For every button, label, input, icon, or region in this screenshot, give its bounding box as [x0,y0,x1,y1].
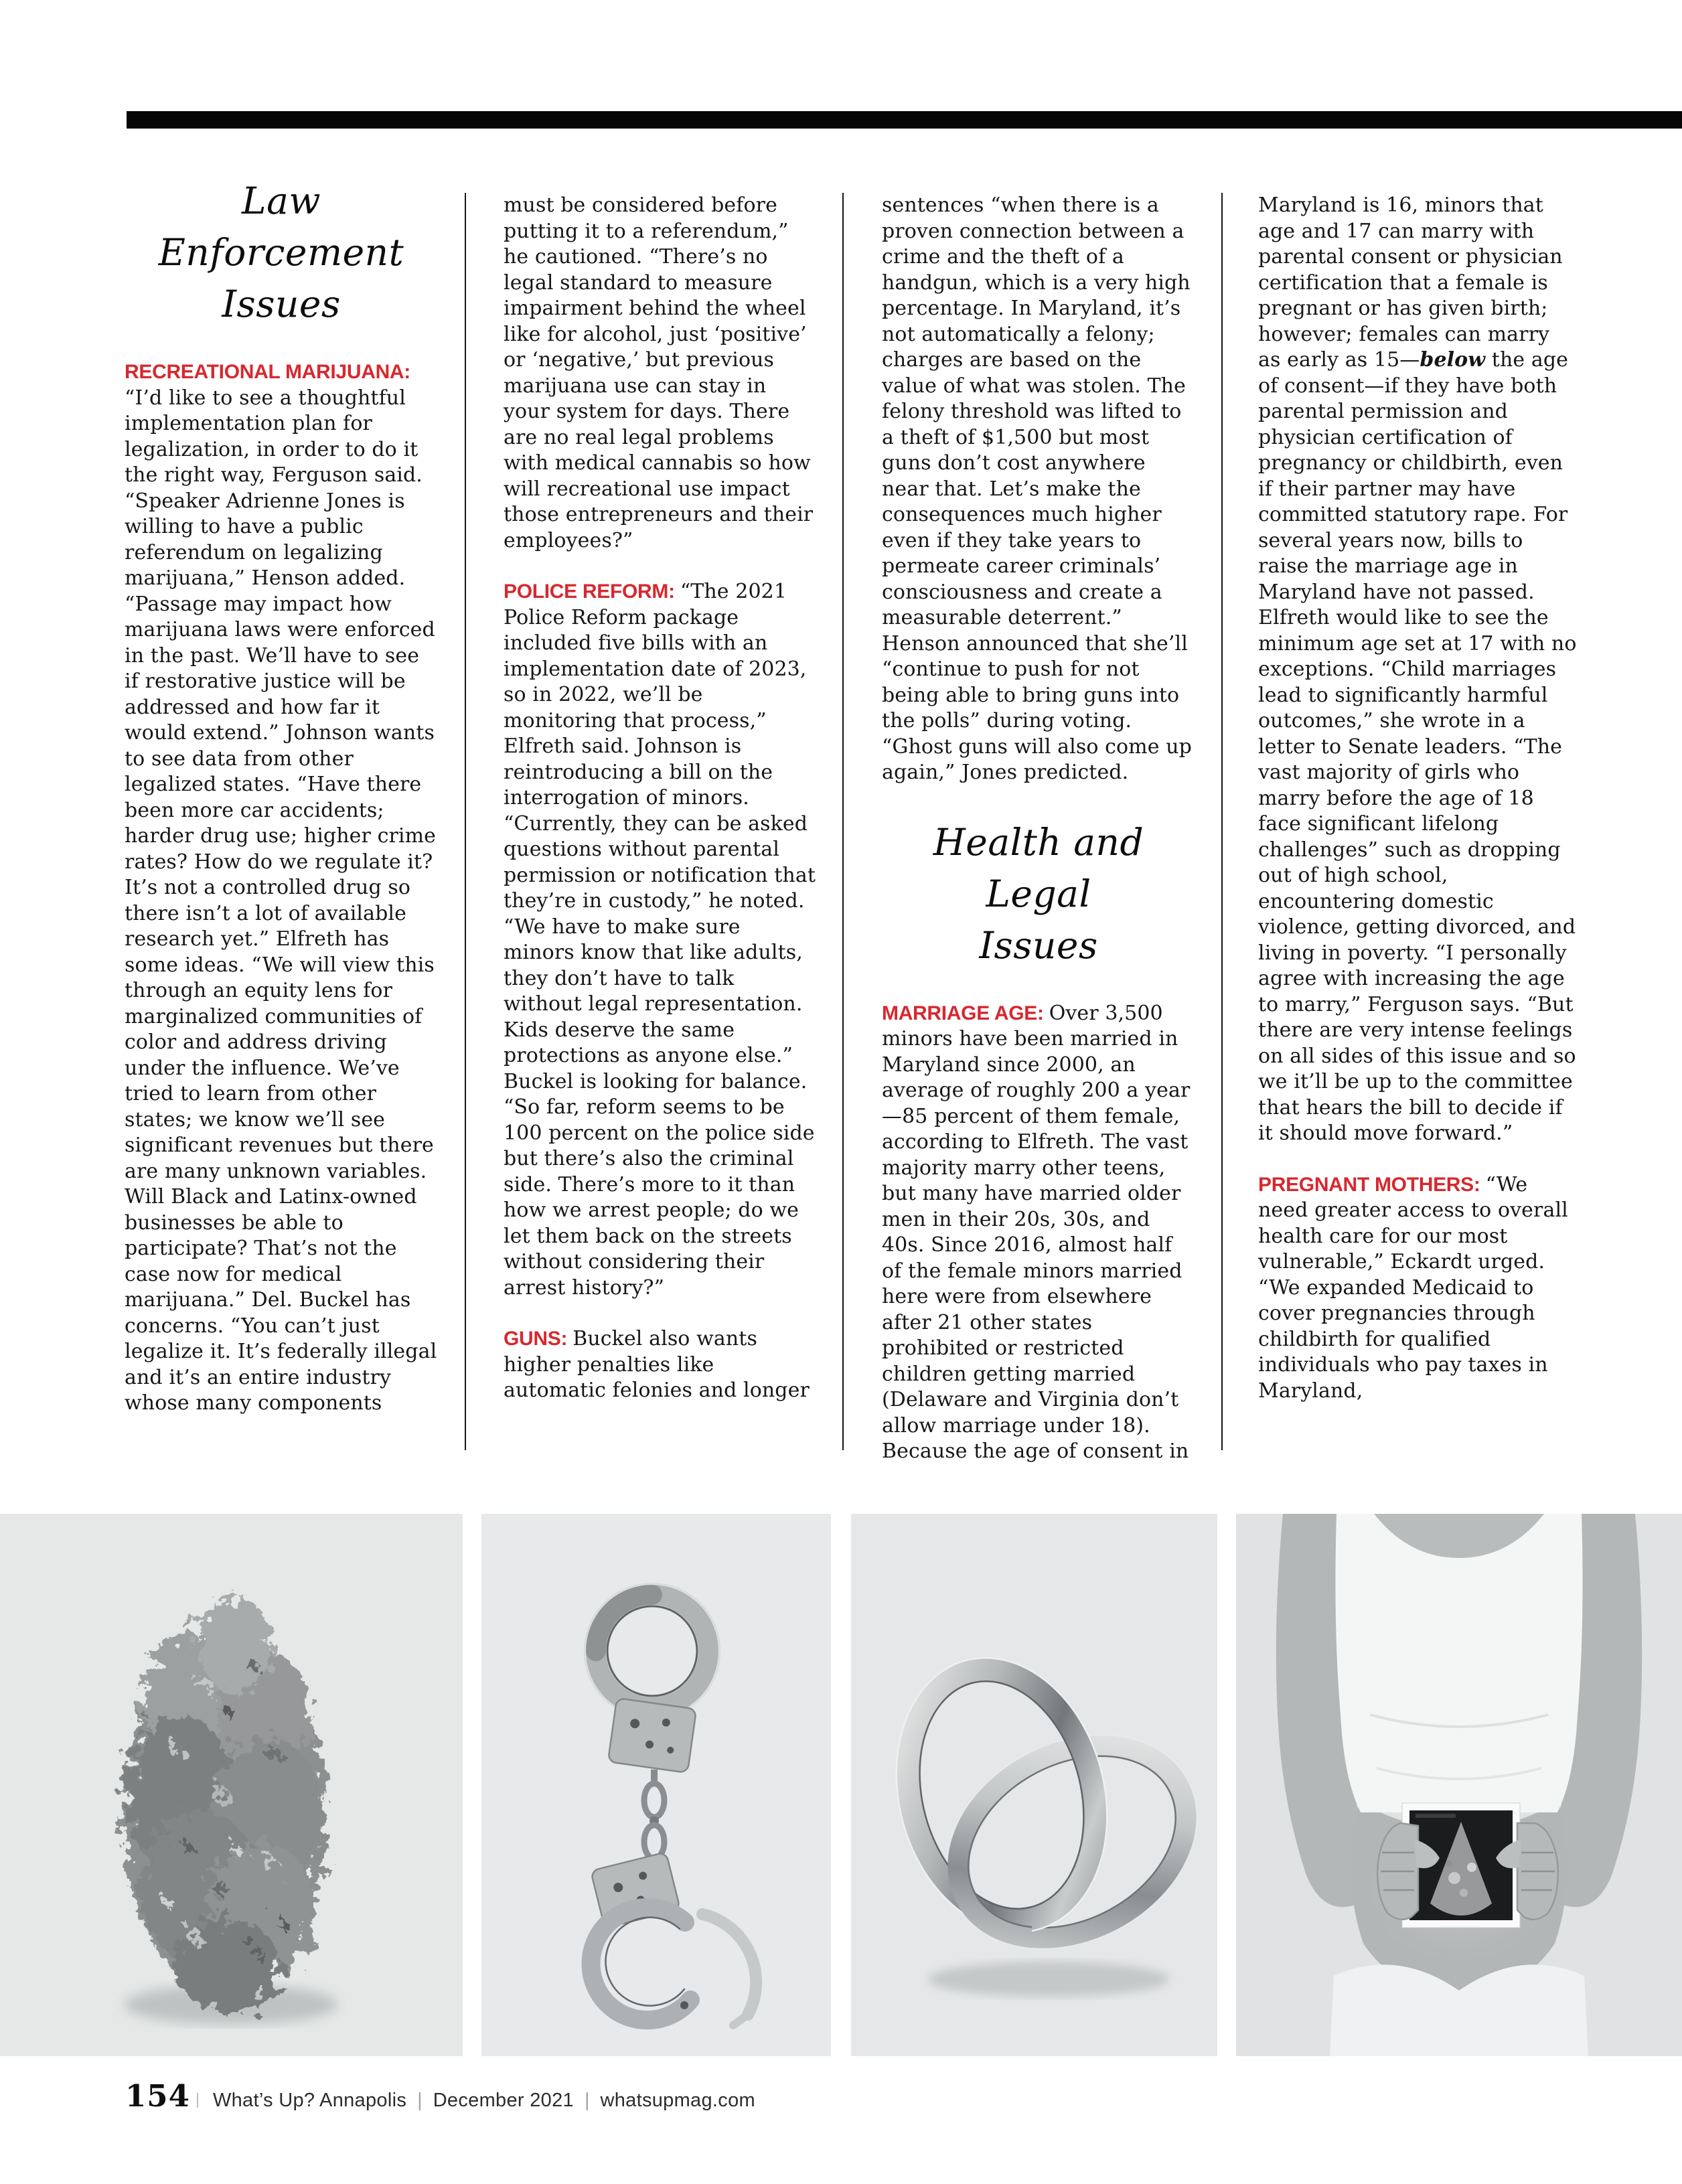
column-divider [842,193,844,1450]
photo-marijuana-bud [0,1514,463,2056]
topic-lead-in: RECREATIONAL MARIJUANA: [125,361,410,383]
section-heading [125,175,438,330]
footer-tick-divider [197,2093,198,2108]
body-paragraph [504,193,817,554]
page-number: 154 [125,2078,190,2114]
body-text-run: Buckel also wants higher penalties like automatic felonies and longer [504,1327,810,1402]
section-heading-line: Issues [979,923,1098,967]
marijuana-bud-illustration [0,1514,463,2056]
body-paragraph [882,193,1195,786]
body-text-run: the age of consent—if they have both parental permission and physician certification of pregnancy or childbirth, even if their partner may have committed statutory rape. For several years now, bills to raise the marriage age in Maryland have not passed. Elfreth would like to see the minimum age set at 17 with no exceptions. “Child marriages lead to significantly harmful outcomes,” she wrote in a letter to Senate leaders. “The vast majority of girls who marry before the age of 18 face significant lifelong challenges” such as dropping out of high school, encountering domestic violence, getting divorced, and living in poverty. “I personally agree with increasing the age to marry,” Ferguson says. “But there are very intense feelings on all sides of this issue and so we it’ll be up to the committee that hears the bill to decide if it should move forward.” [1258,348,1577,1145]
body-text-run: “We need greater access to overall health care for our most vulnerable,” Eckardt urged. “We expanded Medicaid to cover pregnancies through childbirth for qualified individuals who pay taxes in Maryland, [1258,1172,1568,1403]
handcuffs-illustration [481,1514,831,2056]
footer-issue-date: December 2021 [433,2090,574,2111]
topic-lead-in: MARRIAGE AGE: [882,1002,1049,1024]
body-text-run: Maryland is 16, minors that age and 17 can marry with parental consent or physician certification that a female is pregnant or has given birth; however; females can marry as early as 15— [1258,193,1563,372]
photo-handcuffs [481,1514,831,2056]
body-text-run: sentences “when there is a proven connection between a crime and the theft of a handgun, which is a very high percentage. In Maryland, it’s not automatically a felony; charges are based on the value of what was stolen. The felony threshold was lifted to a theft of $1,500 but most guns don’t cost anywhere near that. Let’s make the consequences much higher even if they take years to permeate career criminals’ consciousness and create a measurable deterrent.” Henson announced that she’ll “continue to push for not being able to bring guns into the polls” during voting. “Ghost guns will also come up again,” Jones predicted. [882,193,1192,784]
column-divider [465,193,466,1450]
photo-wedding-rings [851,1514,1217,2056]
article-column-1 [125,173,438,1417]
body-text-run: “I’d like to see a thoughtful implementation plan for legalization, in order to do it the right way, Ferguson said. “Speaker Adrienne Jones is willing to have a public referendum on legalizing marijuana,” Henson added. “Passage may impact how marijuana laws were enforced in the past. We’ll have to see if restorative justice will be addressed and how far it would extend.” Johnson wants to see data from other legalized states. “Have there been more car accidents; harder drug use; higher crime rates? How do we regulate it? It’s not a controlled drug so there isn’t a lot of available research yet.” Elfreth has some ideas. “We will view this through an equity lens for marginalized communities of color and address driving under the influence. We’ve tried to learn from other states; we know we’ll see significant revenues but there are many unknown variables. Will Black and Latinx-owned businesses be able to participate? That’s not the case now for medical marijuana.” Del. Buckel has concerns. “You can’t just legalize it. It’s federally illegal and it’s an entire industry whose many components [125,386,437,1415]
topic-lead-in: POLICE REFORM: [504,580,680,603]
footer-separator: | [584,2090,590,2111]
photo-pregnant-mother [1236,1514,1682,2056]
wedding-rings-illustration [851,1514,1217,2056]
body-paragraph [1258,193,1577,1147]
column-divider [1221,193,1223,1450]
section-heading-line: Health and Legal [933,820,1144,915]
page-footer [125,2078,755,2114]
section-heading [882,817,1195,971]
footer-website-link[interactable]: whatsupmag.com [600,2090,755,2111]
body-text-run: below [1420,348,1486,372]
body-paragraph [882,1001,1195,1465]
footer-separator: | [417,2090,423,2111]
body-paragraph [504,1326,817,1404]
topic-lead-in: GUNS: [504,1328,573,1350]
body-paragraph [504,579,817,1301]
pregnant-mother-ultrasound-illustration [1236,1514,1682,2056]
body-paragraph [1258,1172,1577,1405]
top-rule-bar [127,111,1682,129]
body-text-run: “The 2021 Police Reform package included five bills with an implementation date of 2023, so in 2022, we’ll be monitoring that process,” Elfreth said. Johnson is reintroducing a bill on the interrogation of minors. “Currently, they can be asked questions without parental permission or notification that they’re in custody,” he noted. “We have to make sure minors know that like adults, they don’t have to talk without legal representation. Kids deserve the same protections as anyone else.” Buckel is looking for balance. “So far, reform seems to be 100 percent on the police side but there’s also the criminal side. There’s more to it than how we arrest people; do we let them back on the streets without considering their arrest history?” [504,580,816,1300]
section-heading-line: Issues [222,283,341,325]
topic-lead-in: PREGNANT MOTHERS: [1258,1173,1486,1196]
article-column-2 [504,193,817,1404]
body-text-run: Over 3,500 minors have been married in Maryland since 2000, an average of roughly 200 a year—85 percent of them female, according to Elfreth. The vast majority marry other teens, but many have married older men in their 20s, 30s, and 40s. Since 2016, almost half of the female minors married here were from elsewhere after 21 other states prohibited or restricted children getting married (Delaware and Virginia don’t allow marriage under 18). Because the age of consent in [882,1001,1191,1463]
section-heading-line: Law Enforcement [158,179,404,274]
footer-magazine-name: What’s Up? Annapolis [212,2090,407,2111]
article-column-4 [1258,193,1577,1404]
article-column-3 [882,193,1195,1465]
body-paragraph [125,360,438,1417]
body-text-run: must be considered before putting it to a referendum,” he cautioned. “There’s no legal standard to measure impairment behind the wheel like for alcohol, just ‘positive’ or ‘negative,’ but previous marijuana use can stay in your system for days. There are no real legal problems with medical cannabis so how will recreational use impact those entrepreneurs and their employees?” [504,193,814,552]
